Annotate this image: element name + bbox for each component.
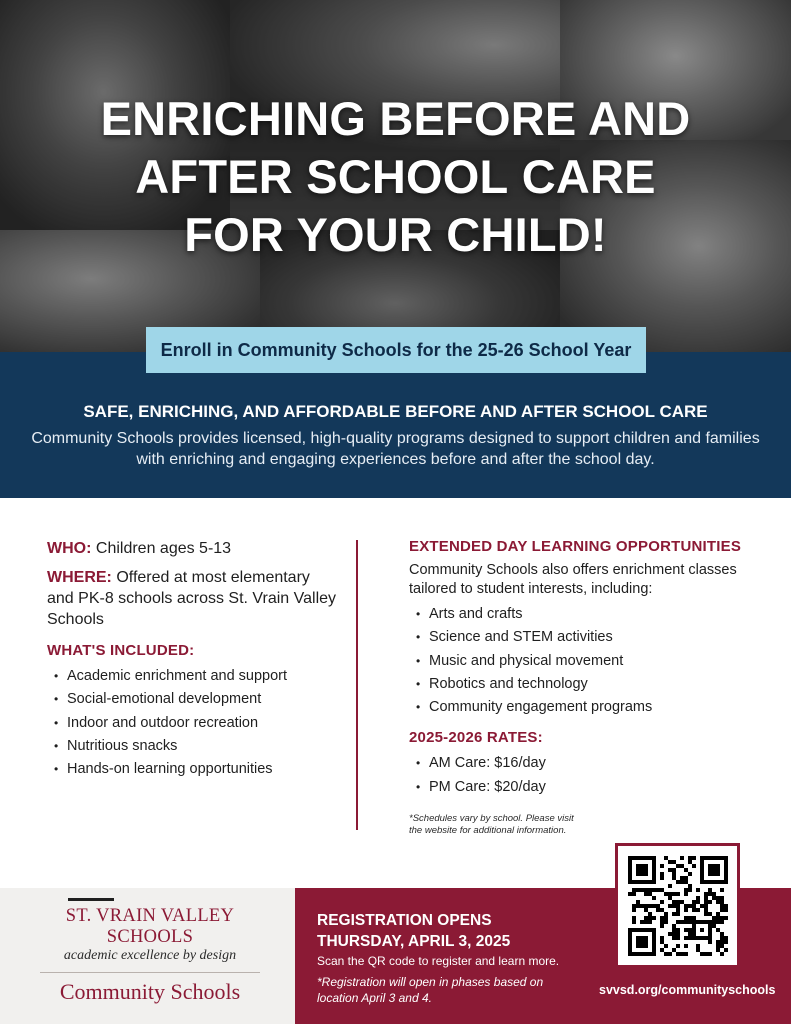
qr-module xyxy=(688,884,692,888)
included-list xyxy=(47,665,337,781)
qr-module xyxy=(720,916,724,920)
qr-module xyxy=(716,944,720,948)
qr-module xyxy=(708,912,712,916)
qr-module xyxy=(696,888,700,892)
qr-module xyxy=(676,904,680,908)
qr-module xyxy=(724,916,728,920)
qr-module xyxy=(632,916,636,920)
qr-module xyxy=(700,904,704,908)
qr-module xyxy=(700,952,704,956)
qr-module xyxy=(680,952,684,956)
qr-module xyxy=(684,936,688,940)
qr-module xyxy=(672,892,676,896)
qr-module xyxy=(668,932,672,936)
qr-module xyxy=(668,860,672,864)
extended-description: Community Schools also offers enrichment classes tailored to student interests, including: xyxy=(409,562,737,597)
qr-module xyxy=(688,932,692,936)
schedule-note-line: the website for additional information. xyxy=(409,825,567,837)
qr-module xyxy=(664,944,668,948)
qr-module xyxy=(668,892,672,896)
qr-module xyxy=(656,904,660,908)
list-item: • Arts and crafts xyxy=(409,603,769,626)
qr-module xyxy=(668,904,672,908)
qr-module xyxy=(712,924,716,928)
qr-module xyxy=(648,916,652,920)
qr-module xyxy=(688,872,692,876)
logo-tagline: academic excellence by design xyxy=(63,948,237,963)
website-link[interactable]: svvsd.org/communityschools xyxy=(599,983,776,997)
headline-text: AFTER xyxy=(135,150,307,203)
qr-module xyxy=(640,888,644,892)
left-column xyxy=(47,538,337,781)
qr-module xyxy=(672,868,676,872)
registration-note: *Registration will open in phases based on location April 3 and 4. xyxy=(317,975,544,1005)
qr-module xyxy=(660,876,664,880)
qr-module xyxy=(704,952,708,956)
qr-module xyxy=(632,888,636,892)
qr-module xyxy=(644,904,648,908)
qr-module xyxy=(640,904,644,908)
headline-highlight xyxy=(135,148,508,206)
qr-module xyxy=(636,904,640,908)
list-item: • Robotics and technology xyxy=(409,673,769,696)
qr-module xyxy=(644,888,648,892)
enroll-banner xyxy=(146,327,646,373)
qr-module xyxy=(668,868,672,872)
qr-module xyxy=(672,932,676,936)
rate-item: • PM Care: $20/day xyxy=(409,776,769,799)
intro-body: Community Schools provides licensed, high-quality programs designed to support children and families with enriching and engaging experiences before and after the school day. xyxy=(31,430,760,468)
qr-module xyxy=(680,900,684,904)
qr-module xyxy=(676,952,680,956)
qr-module xyxy=(684,944,688,948)
qr-module xyxy=(648,892,652,896)
qr-module xyxy=(632,892,636,896)
extended-list xyxy=(409,603,769,719)
qr-module xyxy=(692,904,696,908)
qr-module xyxy=(724,936,728,940)
headline-highlight xyxy=(379,90,576,148)
logo-program: Community Schools xyxy=(59,979,241,1004)
qr-module xyxy=(672,928,676,932)
qr-module xyxy=(688,888,692,892)
qr-module xyxy=(708,888,712,892)
registration-title xyxy=(317,910,510,952)
qr-module xyxy=(660,900,664,904)
qr-module xyxy=(708,892,712,896)
qr-module xyxy=(708,900,712,904)
extended-heading: EXTENDED DAY LEARNING OPPORTUNITIES xyxy=(409,538,742,555)
qr-module xyxy=(720,952,724,956)
qr-module xyxy=(724,948,728,952)
qr-module xyxy=(696,948,700,952)
qr-module xyxy=(676,936,680,940)
logo-divider xyxy=(40,972,260,973)
schedule-note-line: *Schedules vary by school. Please visit xyxy=(409,813,574,825)
logo-name xyxy=(40,906,260,948)
qr-module xyxy=(676,932,680,936)
qr-module xyxy=(716,948,720,952)
qr-module xyxy=(660,940,664,944)
qr-module xyxy=(676,928,680,932)
qr-module xyxy=(644,908,648,912)
qr-module xyxy=(692,908,696,912)
qr-module xyxy=(672,936,676,940)
registration-line-1: REGISTRATION OPENS xyxy=(317,912,492,929)
qr-module xyxy=(676,900,680,904)
qr-module xyxy=(632,904,636,908)
qr-module xyxy=(664,892,668,896)
qr-module xyxy=(684,952,688,956)
qr-module xyxy=(688,904,692,908)
page-headline xyxy=(0,90,791,264)
qr-module xyxy=(696,900,700,904)
qr-module xyxy=(680,856,684,860)
qr-module xyxy=(660,924,664,928)
qr-module xyxy=(720,940,724,944)
headline-text: CARE xyxy=(508,150,656,203)
who-value: Children ages 5-13 xyxy=(91,540,232,557)
qr-module xyxy=(684,888,688,892)
schedule-note xyxy=(409,813,769,837)
qr-module xyxy=(660,908,664,912)
qr-module xyxy=(684,928,688,932)
list-item: • Hands-on learning opportunities xyxy=(47,758,337,781)
qr-module xyxy=(680,864,684,868)
qr-module xyxy=(672,912,676,916)
qr-module xyxy=(652,904,656,908)
qr-module xyxy=(696,908,700,912)
qr-module xyxy=(664,920,668,924)
qr-module xyxy=(672,900,676,904)
qr-module xyxy=(684,916,688,920)
qr-module xyxy=(704,908,708,912)
list-item: • Music and physical movement xyxy=(409,650,769,673)
qr-module xyxy=(708,952,712,956)
qr-module xyxy=(632,908,636,912)
qr-module xyxy=(680,880,684,884)
list-item: • Social-emotional development xyxy=(47,688,337,711)
qr-module xyxy=(712,916,716,920)
qr-module xyxy=(720,920,724,924)
qr-module xyxy=(664,912,668,916)
qr-module xyxy=(632,920,636,924)
headline-line-2 xyxy=(0,148,791,206)
qr-module xyxy=(708,940,712,944)
qr-module xyxy=(716,920,720,924)
qr-module xyxy=(716,940,720,944)
qr-module xyxy=(660,936,664,940)
qr-module xyxy=(712,896,716,900)
qr-module xyxy=(688,916,692,920)
list-item: • Academic enrichment and support xyxy=(47,665,337,688)
intro-title: SAFE, ENRICHING, AND AFFORDABLE BEFORE AND AFTER SCHOOL CARE xyxy=(83,402,708,421)
qr-module xyxy=(692,856,696,860)
qr-module xyxy=(696,944,700,948)
qr-module xyxy=(676,908,680,912)
list-item: • Nutritious snacks xyxy=(47,735,337,758)
qr-module xyxy=(672,904,676,908)
qr-module xyxy=(676,892,680,896)
qr-module xyxy=(704,912,708,916)
qr-module xyxy=(660,872,664,876)
headline-line-3: FOR YOUR CHILD! xyxy=(184,208,607,261)
rate-item: • AM Care: $16/day xyxy=(409,752,769,775)
qr-module xyxy=(708,864,720,876)
qr-code-icon xyxy=(628,856,728,956)
qr-module xyxy=(716,928,720,932)
qr-module xyxy=(672,948,676,952)
qr-module xyxy=(704,904,708,908)
qr-module xyxy=(720,908,724,912)
qr-module xyxy=(660,864,664,868)
qr-module xyxy=(692,864,696,868)
qr-module xyxy=(696,896,700,900)
headline-text: AND xyxy=(576,92,691,145)
qr-module xyxy=(636,900,640,904)
qr-module xyxy=(716,896,720,900)
logo-name-text: ST. VRAIN VALLEY SCHOOLS xyxy=(65,906,235,947)
qr-module xyxy=(720,944,724,948)
who-line xyxy=(47,538,337,559)
qr-module xyxy=(704,896,708,900)
qr-module xyxy=(660,916,664,920)
qr-module xyxy=(688,936,692,940)
where-line xyxy=(47,567,337,630)
intro-section xyxy=(0,352,791,498)
qr-module xyxy=(628,892,632,896)
qr-module xyxy=(668,896,672,900)
graduation-cap-icon xyxy=(68,897,114,903)
where-value: Offered at most elementary and PK-8 schools across St. Vrain Valley Schools xyxy=(47,569,337,628)
hero-banner xyxy=(0,0,791,352)
qr-module xyxy=(716,916,720,920)
qr-module xyxy=(644,916,648,920)
qr-module xyxy=(676,912,680,916)
qr-module xyxy=(672,860,676,864)
qr-module xyxy=(636,888,640,892)
qr-module xyxy=(680,876,684,880)
qr-module xyxy=(660,948,664,952)
qr-module xyxy=(656,888,660,892)
qr-module xyxy=(660,888,664,892)
district-logo xyxy=(40,906,260,1005)
qr-module xyxy=(688,920,692,924)
qr-module xyxy=(720,888,724,892)
qr-module xyxy=(676,944,680,948)
qr-module xyxy=(648,888,652,892)
headline-text: ENRICHING xyxy=(100,92,380,145)
qr-module xyxy=(652,916,656,920)
qr-module xyxy=(664,916,668,920)
qr-module xyxy=(684,892,688,896)
list-item: • Science and STEM activities xyxy=(409,626,769,649)
qr-module xyxy=(720,932,724,936)
qr-module xyxy=(636,936,648,948)
headline-line-1 xyxy=(0,90,791,148)
rates-list xyxy=(409,752,769,799)
qr-module xyxy=(676,920,680,924)
qr-module xyxy=(700,928,704,932)
qr-module xyxy=(692,900,696,904)
rates-heading: 2025-2026 RATES: xyxy=(409,729,543,747)
qr-module xyxy=(676,880,680,884)
qr-module xyxy=(724,904,728,908)
qr-module xyxy=(712,920,716,924)
qr-module xyxy=(672,924,676,928)
qr-module xyxy=(652,896,656,900)
qr-module xyxy=(656,908,660,912)
qr-module xyxy=(668,884,672,888)
qr-module xyxy=(720,900,724,904)
qr-module xyxy=(720,904,724,908)
footer-logo-panel xyxy=(0,888,295,1024)
qr-module xyxy=(672,876,676,880)
right-column xyxy=(409,538,769,837)
qr-module xyxy=(684,868,688,872)
where-label: WHERE: xyxy=(47,569,112,586)
qr-module xyxy=(664,856,668,860)
included-heading: WHAT'S INCLUDED: xyxy=(47,642,195,659)
qr-module xyxy=(716,900,720,904)
qr-module xyxy=(672,872,676,876)
qr-module xyxy=(720,896,724,900)
qr-module xyxy=(684,904,688,908)
who-label: WHO: xyxy=(47,540,92,557)
qr-module xyxy=(684,880,688,884)
qr-module xyxy=(716,912,720,916)
qr-module xyxy=(680,920,684,924)
qr-module xyxy=(684,876,688,880)
qr-module xyxy=(648,904,652,908)
qr-code[interactable] xyxy=(615,843,740,968)
qr-module xyxy=(724,940,728,944)
qr-module xyxy=(676,864,680,868)
qr-module xyxy=(648,920,652,924)
registration-instructions: Scan the QR code to register and learn more. xyxy=(317,954,560,968)
qr-module xyxy=(692,916,696,920)
qr-module xyxy=(720,936,724,940)
qr-module xyxy=(704,892,708,896)
qr-module xyxy=(660,920,664,924)
qr-module xyxy=(636,864,648,876)
qr-module xyxy=(652,888,656,892)
program-details xyxy=(0,498,791,888)
enroll-banner-text: Enroll in Community Schools for the 25-26 School Year xyxy=(160,339,632,360)
qr-module xyxy=(684,908,688,912)
qr-module xyxy=(640,920,644,924)
qr-module xyxy=(664,952,668,956)
qr-module xyxy=(712,892,716,896)
qr-module xyxy=(644,920,648,924)
qr-module xyxy=(704,900,708,904)
qr-module xyxy=(668,952,672,956)
qr-module xyxy=(684,920,688,924)
qr-module xyxy=(688,856,692,860)
list-item: • Community engagement programs xyxy=(409,696,769,719)
headline-text: BEFORE xyxy=(379,92,577,145)
qr-module xyxy=(724,908,728,912)
qr-module xyxy=(688,860,692,864)
list-item: • Indoor and outdoor recreation xyxy=(47,712,337,735)
column-divider xyxy=(356,540,358,830)
headline-text: SCHOOL xyxy=(306,150,509,203)
registration-line-2: THURSDAY, APRIL 3, 2025 xyxy=(317,933,511,950)
qr-module xyxy=(688,928,692,932)
qr-module xyxy=(648,912,652,916)
qr-module xyxy=(644,892,648,896)
